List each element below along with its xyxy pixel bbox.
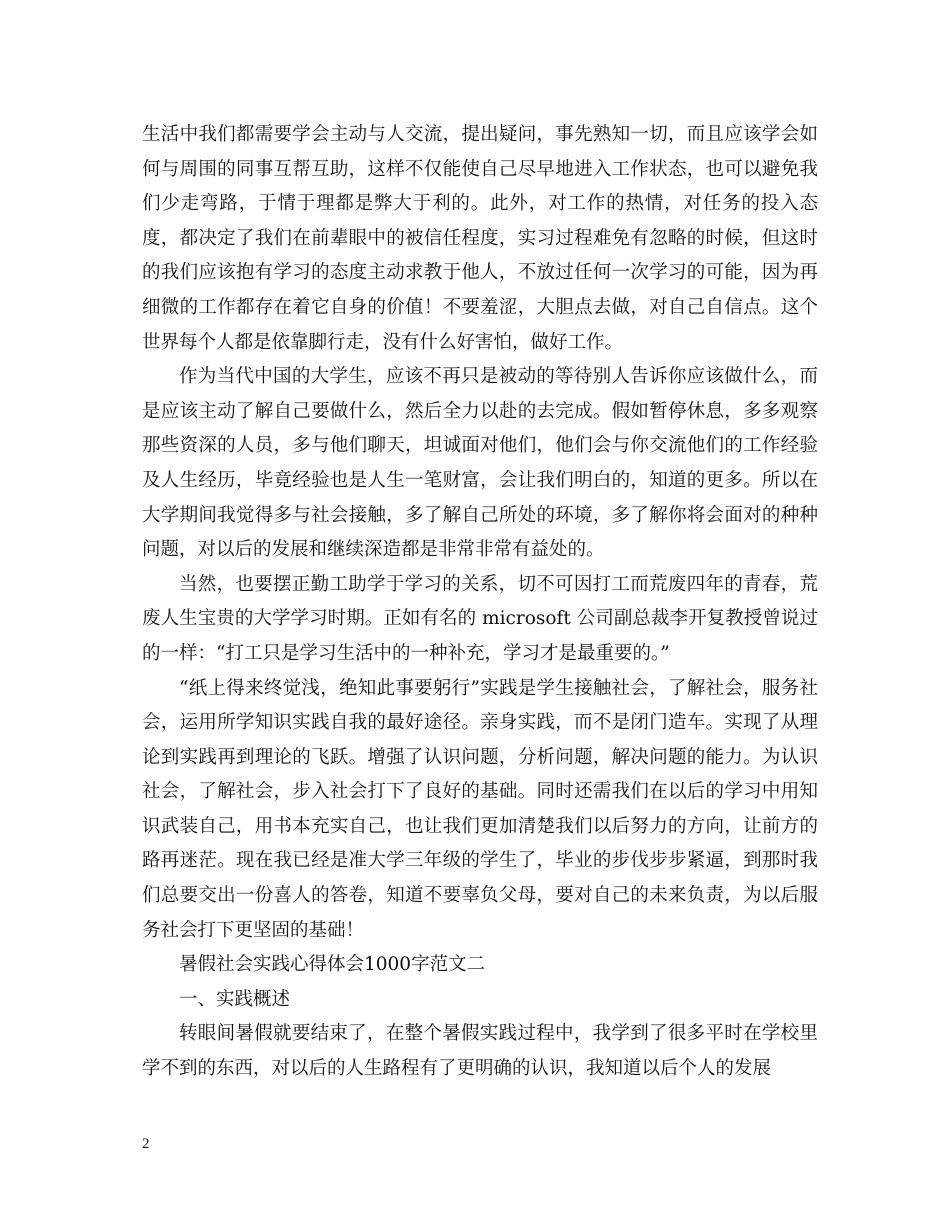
- section-heading-overview: 一、实践概述: [179, 988, 291, 1010]
- paragraph-7: 转眼间暑假就要结束了，在整个暑假实践过程中，我学到了很多平时在学校里学不到的东西，对以后的人生路程有了更明确的认识，我知道以后个人的发展: [142, 1023, 818, 1080]
- paragraph-2: 作为当代中国的大学生，应该不再只是被动的等待别人告诉你应该做什么，而是应该主动了解自己要做什么，然后全力以赴的去完成。假如暂停休息，多多观察那些资深的人员，多与他们聊天，坦诚面对他们，他们会与你交流他们的工作经验及人生经历，毕竟经验也是人生一笔财富，会让我们明白的，知道的更多。所以在大学期间我觉得多与社会接触，多了解自己所处的环境，多了解你将会面对的种种问题，对以后的发展和继续深造都是非常非常有益处的。: [142, 366, 818, 561]
- section-title-essay-two: 暑假社会实践心得体会1000字范文二: [179, 954, 486, 976]
- page-number: 2: [142, 1136, 150, 1152]
- paragraph-3: 当然，也要摆正勤工助学于学习的关系，切不可因打工而荒废四年的青春，荒废人生宝贵的大学学习时期。正如有名的 microsoft 公司副总裁李开复教授曾说过的一样：“打工只是学习生活中的一种补充，学习才是最重要的。”: [142, 573, 818, 664]
- paragraph-1: 生活中我们都需要学会主动与人交流，提出疑问，事先熟知一切，而且应该学会如何与周围的同事互帮互助，这样不仅能使自己尽早地进入工作状态，也可以避免我们少走弯路，于情于理都是弊大于利的。此外，对工作的热情，对任务的投入态度，都决定了我们在前辈眼中的被信任程度，实习过程难免有忽略的时候，但这时的我们应该抱有学习的态度主动求教于他人，不放过任何一次学习的可能，因为再细微的工作都存在着它自身的价值！不要羞涩，大胆点去做，对自己自信点。这个世界每个人都是依靠脚行走，没有什么好害怕，做好工作。: [142, 124, 818, 353]
- paragraph-4: “纸上得来终觉浅，绝知此事要躬行”实践是学生接触社会，了解社会，服务社会，运用所学知识实践自我的最好途径。亲身实践，而不是闭门造车。实现了从理论到实践再到理论的飞跃。增强了认识问题，分析问题，解决问题的能力。为认识社会，了解社会，步入社会打下了良好的基础。同时还需我们在以后的学习中用知识武装自己，用书本充实自己，也让我们更加清楚我们以后努力的方向，让前方的路再迷茫。现在我已经是准大学三年级的学生了，毕业的步伐步步紧逼，到那时我们总要交出一份喜人的答卷，知道不要辜负父母，要对自己的未来负责，为以后服务社会打下更坚固的基础！: [142, 677, 818, 941]
- document-body: [142, 118, 818, 1087]
